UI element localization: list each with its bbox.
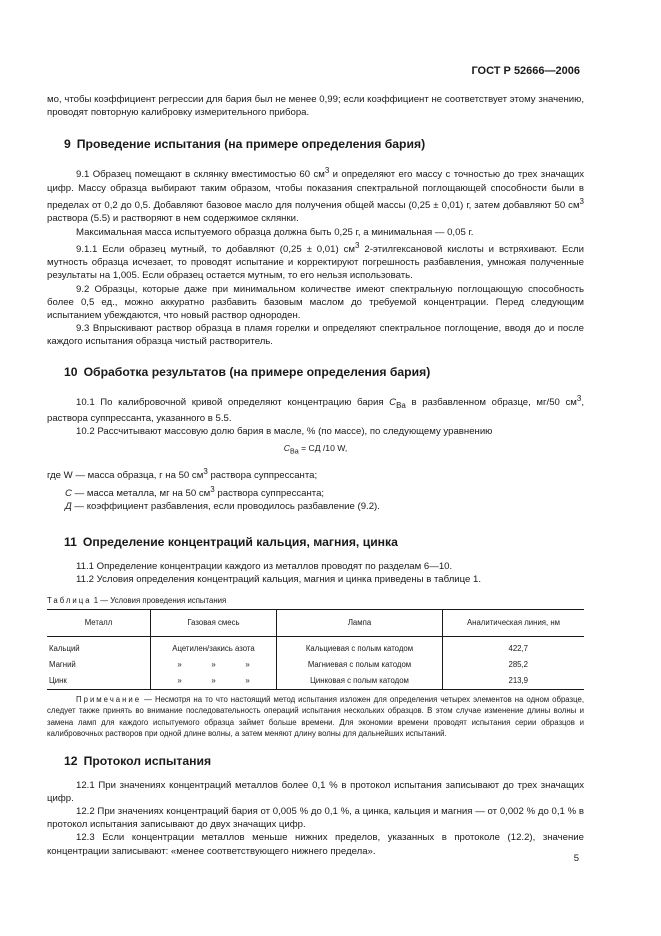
table-cell: Кальций bbox=[49, 643, 80, 653]
text-run: раствора суппрессанта; bbox=[207, 470, 318, 482]
ditto-mark: » bbox=[177, 659, 182, 669]
caption-text: 1 — Условия проведения испытания bbox=[91, 595, 227, 605]
superscript: 3 bbox=[324, 166, 330, 176]
ditto-mark: » bbox=[245, 675, 250, 685]
paragraph-12-1: 12.1 При значениях концентраций металлов более 0,1 % в протокол испытания записывают до трех значащих цифр. bbox=[47, 779, 584, 804]
paragraph-10-1 bbox=[47, 392, 584, 426]
text-run: 9.1 Образец помещают в склянку вместимостью 60 см bbox=[76, 169, 325, 181]
text-run: и определяют его массу с точностью до трех значащих цифр. Массу образца выбирают таким образом, чтобы показания спектральной поглощающей способности были в пределах от 0,2 до 0,5. Добавляют базовое масло для получения общей массы (0,25 ± 0,01) г, затем добавляют 50 см bbox=[47, 169, 585, 212]
table-cell: Ацетилен/закись азота bbox=[151, 636, 277, 657]
section-11-heading bbox=[47, 535, 584, 550]
paragraph-11-1: 11.1 Определение концентрации каждого из металлов проводят по разделам 6—10. bbox=[76, 561, 453, 573]
ditto-mark: » bbox=[245, 659, 250, 669]
note-text: — Несмотря на то что настоящий метод испытания изложен для определения четырех элементов на одном образце, следует также принять во внимание последовательность операций испытания нескольких образцов. В этом случае изменение длины волны и замена ламп для каждого испытуемого образца займет больше времени. Для экономии времени проводят испытания серии образцов и калибровочных растворов при одной длине волны, а затем меняют длину волны для дальнейших испытаний. bbox=[47, 694, 584, 739]
superscript: 3 bbox=[576, 393, 582, 403]
text-run: 9.1.1 Если образец мутный, то добавляют (0,25 ± 0,01) см bbox=[76, 243, 355, 255]
superscript: 3 bbox=[579, 197, 584, 206]
column-header: Металл bbox=[47, 609, 151, 636]
table-cell: Цинк bbox=[47, 673, 151, 690]
subscript: Ba bbox=[289, 448, 299, 457]
section-title: Определение концентраций кальция, магния, цинка bbox=[82, 535, 398, 550]
superscript: 3 bbox=[210, 484, 215, 494]
section-number: 10 bbox=[64, 364, 78, 379]
paragraph-11-2: 11.2 Условия определения концентраций кальция, магния и цинка приведены в таблице 1. bbox=[76, 574, 482, 586]
paragraph-9-2: 9.2 Образцы, которые даже при минимальном количестве имеют спектральную поглощающую способность более 0,5 ед., можно аккуратно разбавить базовым маслом до требуемой концентрации. Перед следующим испытанием убеждаются, что новый раствор однороден. bbox=[47, 283, 584, 321]
section-number: 12 bbox=[64, 753, 78, 768]
formula bbox=[47, 442, 584, 459]
table-note bbox=[47, 694, 584, 740]
table-row bbox=[47, 673, 584, 690]
variable: C bbox=[283, 443, 290, 454]
paragraph-9-1-mass: Максимальная масса испытуемого образца должна быть 0,25 г, а минимальная — 0,05 г. bbox=[76, 226, 474, 238]
text-run: 10.1 По калибровочной кривой определяют концентрацию бария bbox=[76, 396, 390, 408]
page-body bbox=[47, 93, 584, 858]
section-9-heading bbox=[47, 137, 584, 152]
text-run: раствора суппрессанта; bbox=[214, 487, 325, 499]
paragraph-9-3: 9.3 Впрыскивают раствор образца в пламя горелки и определяют спектральное поглощение, вводя до и после каждого испытания образца чистый растворитель. bbox=[47, 323, 584, 348]
variable: Д bbox=[65, 501, 72, 513]
subscript: Ba bbox=[396, 400, 406, 410]
variable: C bbox=[389, 396, 397, 408]
table-cell: 213,9 bbox=[443, 673, 585, 690]
text-run: в разбавленном образце, мг/50 см bbox=[405, 396, 577, 408]
table-cell: Магний bbox=[49, 659, 76, 669]
column-header: Газовая смесь bbox=[151, 609, 277, 636]
table-cell: Цинковая с полым катодом bbox=[277, 673, 443, 690]
superscript: 3 bbox=[203, 467, 208, 477]
intro-paragraph: мо, чтобы коэффициент регрессии для бария был не менее 0,99; если коэффициент не соответствует этому значению, проводят повторную калибровку измерительного прибора. bbox=[47, 94, 584, 119]
text-run: 2-этилгексановой кислоты и встряхивают. Если мутность образца исчезает, то проводят испытание и корректируют погрешность разбавления, умножая полученные результаты на 1,005. Если образец остается мутным, то его нельзя использовать. bbox=[47, 243, 584, 282]
where-line-1 bbox=[47, 465, 584, 482]
ditto-mark: » bbox=[211, 675, 216, 685]
column-header: Лампа bbox=[277, 609, 443, 636]
table-cell: Кальциевая с полым катодом bbox=[277, 636, 443, 657]
ditto-mark: » bbox=[211, 659, 216, 669]
table-cell bbox=[151, 657, 277, 673]
formula-text: = CД /10 W, bbox=[298, 443, 348, 454]
paragraph-9-1 bbox=[47, 164, 584, 225]
section-10-heading bbox=[47, 365, 584, 380]
page-number: 5 bbox=[573, 853, 579, 864]
section-title: Обработка результатов (на примере определения бария) bbox=[83, 364, 431, 379]
text-run: , раствора суппрессанта, указанного в 5.5. bbox=[47, 396, 584, 424]
text-run: где W — масса образца, г на 50 см bbox=[47, 470, 204, 482]
paragraph-10-2: 10.2 Рассчитывают массовую долю бария в масле, % (по массе), по следующему уравнению bbox=[76, 426, 493, 438]
section-12-heading bbox=[47, 754, 584, 769]
section-title: Протокол испытания bbox=[83, 753, 212, 768]
where-line-2 bbox=[47, 483, 584, 500]
table-row bbox=[47, 636, 584, 657]
paragraph-12-2: 12.2 При значениях концентраций бария от 0,005 % до 0,1 %, а цинка, кальция и магния — от 0,002 % до 0,1 % в протокол испытания записывают до двух значащих цифр. bbox=[47, 806, 584, 831]
paragraph-9-1-1 bbox=[47, 239, 584, 283]
section-number: 11 bbox=[64, 535, 77, 550]
table-header-row bbox=[47, 609, 584, 636]
standard-number: ГОСТ Р 52666—2006 bbox=[471, 65, 580, 77]
column-header: Аналитическая линия, нм bbox=[443, 609, 585, 636]
table-cell: Магниевая с полым катодом bbox=[277, 657, 443, 673]
paragraph-12-3: 12.3 Если концентрации металлов меньше нижних пределов, указанных в протоколе (12.2), значение концентрации записывают: «менее соответствующего нижнего предела». bbox=[47, 832, 584, 857]
superscript: 3 bbox=[355, 240, 360, 250]
table-cell: 422,7 bbox=[443, 636, 585, 657]
ditto-mark: » bbox=[177, 675, 182, 685]
text-run: — масса металла, мг на 50 см bbox=[71, 487, 211, 499]
conditions-table bbox=[47, 609, 584, 690]
section-number: 9 bbox=[64, 137, 71, 152]
table-caption bbox=[47, 595, 584, 607]
variable: C bbox=[65, 487, 72, 499]
text-run: раствора (5.5) и растворяют в нем содержимое склянки. bbox=[47, 213, 299, 225]
caption-label: Таблица bbox=[47, 595, 92, 605]
note-label: Примечание bbox=[76, 694, 142, 704]
table-cell bbox=[151, 673, 277, 690]
where-line-3 bbox=[47, 500, 584, 513]
table-row bbox=[47, 657, 584, 673]
text-run: — коэффициент разбавления, если проводилось разбавление (9.2). bbox=[71, 501, 380, 513]
table-cell: 285,2 bbox=[443, 657, 585, 673]
section-title: Проведение испытания (на примере определения бария) bbox=[76, 137, 426, 152]
